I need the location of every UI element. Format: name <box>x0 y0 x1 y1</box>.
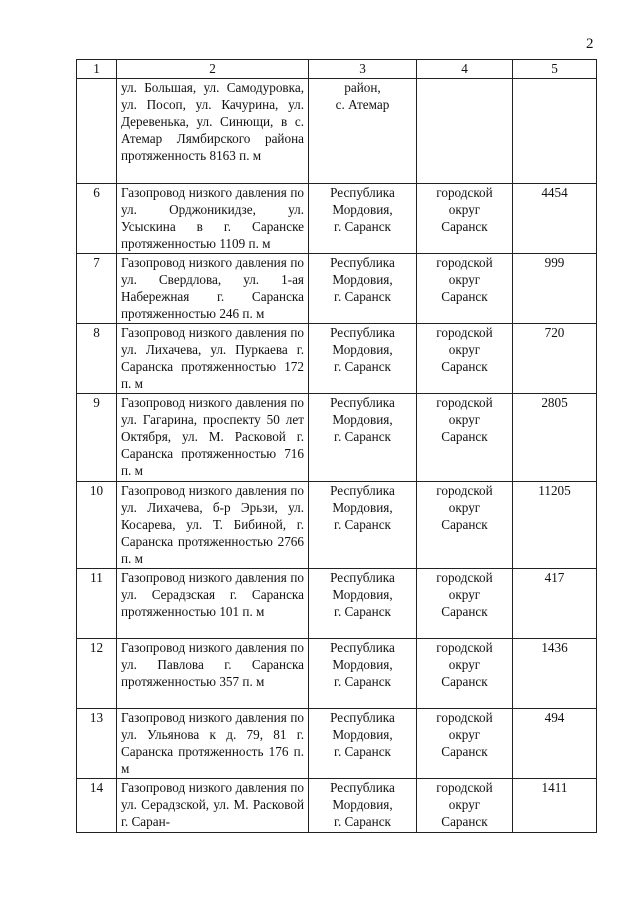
region-cell-line: Мордовия, <box>332 797 393 812</box>
column-header: 5 <box>513 60 597 79</box>
region-cell-line: Республика <box>330 395 395 410</box>
municipality-cell-line: округ <box>448 342 481 357</box>
municipality-cell <box>417 184 513 254</box>
region-cell-line: г. Саранск <box>334 219 391 234</box>
region-cell <box>309 482 417 569</box>
region-cell-line: Мордовия, <box>332 657 393 672</box>
region-cell-line: г. Саранск <box>334 517 391 532</box>
region-cell <box>309 569 417 639</box>
object-name-cell: Газопровод низкого давления по ул. Свердлова, ул. 1-ая Набережная г. Саранска протяженностью 246 п. м <box>117 254 309 324</box>
row-number-cell: 14 <box>77 779 117 833</box>
row-number-cell: 9 <box>77 394 117 482</box>
object-name-cell: Газопровод низкого давления по ул. Павлова г. Саранска протяженностью 357 п. м <box>117 639 309 709</box>
table-row <box>77 569 597 639</box>
municipality-cell <box>417 324 513 394</box>
municipality-cell-line: городской <box>436 710 493 725</box>
municipality-cell-line: Саранск <box>441 429 488 444</box>
region-cell-line: Республика <box>330 570 395 585</box>
municipality-cell-line: городской <box>436 395 493 410</box>
region-cell-line: Мордовия, <box>332 587 393 602</box>
region-cell-line: г. Саранск <box>334 604 391 619</box>
region-cell <box>309 79 417 184</box>
region-cell-line: г. Саранск <box>334 814 391 829</box>
region-cell-line: Мордовия, <box>332 342 393 357</box>
table-row <box>77 394 597 482</box>
municipality-cell-line: округ <box>448 587 481 602</box>
row-number-cell <box>77 79 117 184</box>
region-cell-line: с. Атемар <box>335 97 390 112</box>
amount-cell: 1411 <box>513 779 597 833</box>
region-cell-line: Мордовия, <box>332 727 393 742</box>
region-cell-line: Мордовия, <box>332 412 393 427</box>
municipality-cell <box>417 779 513 833</box>
municipality-cell-line: Саранск <box>441 289 488 304</box>
municipality-cell <box>417 394 513 482</box>
region-cell <box>309 779 417 833</box>
municipality-cell <box>417 569 513 639</box>
region-cell-line: Мордовия, <box>332 202 393 217</box>
region-cell-line: Республика <box>330 185 395 200</box>
region-cell <box>309 709 417 779</box>
table-row <box>77 709 597 779</box>
municipality-cell-line: округ <box>448 272 481 287</box>
amount-cell: 720 <box>513 324 597 394</box>
region-cell-line: район, <box>344 80 381 95</box>
municipality-cell-line: городской <box>436 483 493 498</box>
municipality-cell <box>417 709 513 779</box>
amount-cell: 11205 <box>513 482 597 569</box>
municipality-cell-line: Саранск <box>441 517 488 532</box>
column-header: 3 <box>309 60 417 79</box>
table-row <box>77 779 597 833</box>
region-cell-line: Республика <box>330 255 395 270</box>
table-row <box>77 184 597 254</box>
table-row <box>77 324 597 394</box>
region-cell-line: Республика <box>330 483 395 498</box>
row-number-cell: 8 <box>77 324 117 394</box>
municipality-cell-line: Саранск <box>441 359 488 374</box>
municipality-cell-line: Саранск <box>441 219 488 234</box>
object-name-cell: Газопровод низкого давления по ул. Серадзская г. Саранска протяженностью 101 п. м <box>117 569 309 639</box>
region-cell-line: Республика <box>330 710 395 725</box>
table-header-row <box>77 60 597 79</box>
amount-cell: 999 <box>513 254 597 324</box>
table-row <box>77 482 597 569</box>
amount-cell: 4454 <box>513 184 597 254</box>
object-name-cell: ул. Большая, ул. Самодуровка, ул. Посоп, ул. Качурина, ул. Деревенька, ул. Синющи, в с. Атемар Лямбирского района протяженность 8163 п. м <box>117 79 309 184</box>
municipality-cell-line: округ <box>448 797 481 812</box>
region-cell-line: г. Саранск <box>334 674 391 689</box>
municipality-cell-line: округ <box>448 727 481 742</box>
object-name-cell: Газопровод низкого давления по ул. Лихачева, ул. Пуркаева г. Саранска протяженностью 172 п. м <box>117 324 309 394</box>
region-cell <box>309 254 417 324</box>
region-cell <box>309 394 417 482</box>
region-cell-line: г. Саранск <box>334 359 391 374</box>
municipality-cell-line: округ <box>448 500 481 515</box>
amount-cell: 417 <box>513 569 597 639</box>
municipality-cell-line: городской <box>436 640 493 655</box>
region-cell-line: Республика <box>330 780 395 795</box>
region-cell-line: г. Саранск <box>334 289 391 304</box>
municipality-cell <box>417 482 513 569</box>
page-number: 2 <box>586 36 594 52</box>
object-name-cell: Газопровод низкого давления по ул. Лихачева, б-р Эрьзи, ул. Косарева, ул. Т. Бибиной, г. Саранска протяженностью 2766 п. м <box>117 482 309 569</box>
region-cell-line: Республика <box>330 640 395 655</box>
region-cell <box>309 639 417 709</box>
row-number-cell: 11 <box>77 569 117 639</box>
amount-cell: 1436 <box>513 639 597 709</box>
region-cell-line: Республика <box>330 325 395 340</box>
municipality-cell <box>417 254 513 324</box>
row-number-cell: 10 <box>77 482 117 569</box>
amount-cell: 494 <box>513 709 597 779</box>
amount-cell: 2805 <box>513 394 597 482</box>
region-cell <box>309 324 417 394</box>
row-number-cell: 13 <box>77 709 117 779</box>
municipality-cell <box>417 639 513 709</box>
object-name-cell: Газопровод низкого давления по ул. Серадзской, ул. М. Расковой г. Саран- <box>117 779 309 833</box>
region-cell-line: Мордовия, <box>332 500 393 515</box>
municipality-cell-line: городской <box>436 570 493 585</box>
amount-cell <box>513 79 597 184</box>
column-header: 2 <box>117 60 309 79</box>
row-number-cell: 12 <box>77 639 117 709</box>
column-header: 4 <box>417 60 513 79</box>
municipality-cell-line: Саранск <box>441 674 488 689</box>
row-number-cell: 7 <box>77 254 117 324</box>
municipality-cell-line: городской <box>436 780 493 795</box>
municipality-cell-line: округ <box>448 657 481 672</box>
object-name-cell: Газопровод низкого давления по ул. Орджоникидзе, ул. Усыскина в г. Саранске протяженностью 1109 п. м <box>117 184 309 254</box>
row-number-cell: 6 <box>77 184 117 254</box>
region-cell-line: Мордовия, <box>332 272 393 287</box>
region-cell-line: г. Саранск <box>334 744 391 759</box>
table-row <box>77 79 597 184</box>
region-cell <box>309 184 417 254</box>
municipality-cell-line: округ <box>448 412 481 427</box>
municipality-cell <box>417 79 513 184</box>
region-cell-line: г. Саранск <box>334 429 391 444</box>
municipality-cell-line: Саранск <box>441 604 488 619</box>
object-name-cell: Газопровод низкого давления по ул. Гагарина, проспекту 50 лет Октября, ул. М. Расковой г. Саранска протяженностью 716 п. м <box>117 394 309 482</box>
column-header: 1 <box>77 60 117 79</box>
table-row <box>77 254 597 324</box>
municipality-cell-line: городской <box>436 325 493 340</box>
municipality-cell-line: Саранск <box>441 744 488 759</box>
municipality-cell-line: городской <box>436 185 493 200</box>
object-name-cell: Газопровод низкого давления по ул. Ульянова к д. 79, 81 г. Саранска протяженность 176 п. м <box>117 709 309 779</box>
gas-pipeline-table <box>76 59 597 833</box>
municipality-cell-line: городской <box>436 255 493 270</box>
table-row <box>77 639 597 709</box>
municipality-cell-line: Саранск <box>441 814 488 829</box>
municipality-cell-line: округ <box>448 202 481 217</box>
